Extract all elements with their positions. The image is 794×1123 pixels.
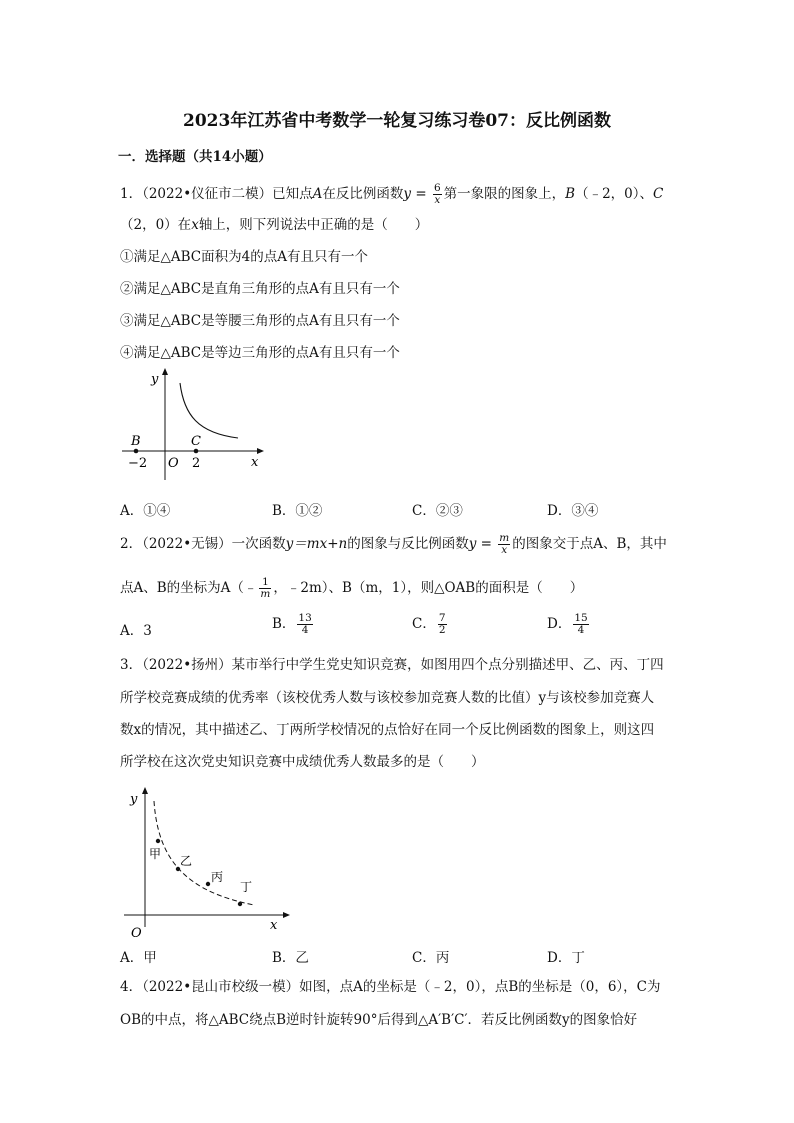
y-label: y xyxy=(130,792,138,807)
q3-line-2: 所学校竞赛成绩的优秀率（该校优秀人数与该校参加竞赛人数的比值）y与该校参加竞赛人 xyxy=(120,690,655,706)
q2-option-d-frac xyxy=(573,613,588,636)
point-bing xyxy=(206,882,210,886)
q2-f1-num: 1 xyxy=(259,577,271,589)
q3-option-a: A．甲 xyxy=(120,950,157,966)
q3-line-4: 所学校在这次党史知识竞赛中成绩优秀人数最多的是（ ） xyxy=(120,754,485,770)
q1-point-b: B xyxy=(565,186,576,202)
q2-fraction-2 xyxy=(259,577,271,600)
b-label: B xyxy=(131,434,141,449)
origin-label: O xyxy=(131,926,142,937)
tick-2: 2 xyxy=(192,456,201,471)
q2-optd-den: 4 xyxy=(577,624,585,636)
q1-option-d: D．③④ xyxy=(547,503,599,519)
q1-statement-1: ①满足△ABC面积为4的点A有且只有一个 xyxy=(120,249,368,265)
x-axis-arrow xyxy=(283,912,290,918)
dashed-hyperbola xyxy=(154,801,254,905)
q1-statement-4: ④满足△ABC是等边三角形的点A有且只有一个 xyxy=(120,345,400,361)
q1-option-a: A．①④ xyxy=(120,503,171,519)
q1-line-1 xyxy=(120,183,663,206)
q1-point-a: A xyxy=(312,186,323,202)
q2-optb-den: 4 xyxy=(301,624,309,636)
q2-optb-num: 13 xyxy=(298,612,312,624)
q2-line-2 xyxy=(120,577,583,600)
q1-frac-num: 6 xyxy=(433,182,441,194)
q2-option-b-frac xyxy=(297,613,312,636)
q2-text: 点A、B的坐标为A（﹣ xyxy=(120,580,258,596)
y-axis-arrow xyxy=(142,787,148,794)
q2-text: 2．（2022•无锡）一次函数 xyxy=(120,536,286,552)
q2-text: 的图象与反比例函数 xyxy=(347,536,469,552)
origin-label: O xyxy=(168,456,179,471)
q2-frac-den: x xyxy=(501,544,508,556)
label-bing: 丙 xyxy=(211,870,224,884)
q1-text: （﹣2，0）、 xyxy=(575,186,654,202)
section-heading: 一．选择题（共14小题） xyxy=(118,149,272,165)
q1-point-c: C xyxy=(653,186,664,202)
y-label: y xyxy=(151,372,159,387)
point-b-dot xyxy=(134,449,139,454)
c-label: C xyxy=(191,434,201,449)
q2-expr: y＝mx+n xyxy=(285,536,348,552)
q1-var-y: y xyxy=(403,186,412,202)
q1-frac-den: x xyxy=(434,194,441,206)
q3-option-d: D．丁 xyxy=(547,950,585,966)
q1-text: （2，0）在 xyxy=(120,217,192,233)
q2-frac-num: m xyxy=(499,532,510,544)
q1-fraction xyxy=(433,183,442,206)
label-yi: 乙 xyxy=(180,854,193,868)
point-c-dot xyxy=(194,449,199,454)
q2-option-d-label: D． xyxy=(547,616,572,632)
q2-optc-den: 2 xyxy=(438,624,446,636)
q3-line-1: 3．（2022•扬州）某市举行中学生党史知识竞赛，如图用四个点分别描述甲、乙、丙、丁四 xyxy=(120,657,664,673)
q2-option-c xyxy=(412,612,449,636)
q2-text: ，﹣2m）、B（m，1），则△OAB的面积是（ ） xyxy=(273,580,584,596)
q2-fraction xyxy=(498,533,510,556)
y-axis-arrow xyxy=(162,368,168,375)
q2-option-a: A．3 xyxy=(120,623,152,639)
q3-line-3: 数x的情况，其中描述乙、丁两所学校情况的点恰好在同一个反比例函数的图象上，则这四 xyxy=(120,722,655,738)
q2-var-y: y xyxy=(468,536,477,552)
label-ding: 丁 xyxy=(240,880,253,894)
q2-option-c-frac xyxy=(438,613,447,636)
point-jia xyxy=(156,839,160,843)
q2-option-c-label: C． xyxy=(412,616,436,632)
x-axis-arrow xyxy=(257,448,264,454)
q2-optd-num: 15 xyxy=(574,612,588,624)
q1-text: 在反比例函数 xyxy=(322,186,404,202)
q1-eq: = xyxy=(415,186,427,202)
q2-option-d xyxy=(547,612,591,636)
q3-graph xyxy=(118,777,293,937)
tick-neg2: −2 xyxy=(128,456,148,471)
q2-text: 的图象交于点A、B，其中 xyxy=(512,536,667,552)
q2-option-b-label: B． xyxy=(272,616,296,632)
q1-statement-3: ③满足△ABC是等腰三角形的点A有且只有一个 xyxy=(120,313,400,329)
x-label: x xyxy=(251,455,259,470)
q1-text: 1．（2022•仪征市二模）已知点 xyxy=(120,186,313,202)
q2-line-1 xyxy=(120,533,667,556)
q1-text: 轴上，则下列说法中正确的是（ ） xyxy=(198,217,429,233)
q3-option-b: B．乙 xyxy=(272,950,309,966)
q2-f1-den: m xyxy=(260,588,271,600)
q1-text: 第一象限的图象上， xyxy=(443,186,566,202)
hyperbola-curve xyxy=(180,383,238,438)
q4-line-1: 4．（2022•昆山市校级一模）如图，点A的坐标是（﹣2，0），点B的坐标是（0，6），C为 xyxy=(120,979,661,995)
q2-optc-num: 7 xyxy=(438,612,446,624)
point-ding xyxy=(238,902,242,906)
q3-option-c: C．丙 xyxy=(412,950,450,966)
q1-line-2 xyxy=(120,216,428,234)
q1-option-c: C．②③ xyxy=(412,503,463,519)
q1-var-x: x xyxy=(191,217,199,233)
page-title: 2023年江苏省中考数学一轮复习练习卷07：反比例函数 xyxy=(183,111,611,131)
q2-option-b xyxy=(272,612,315,636)
x-label: x xyxy=(270,918,278,933)
q4-line-2: OB的中点，将△ABC绕点B逆时针旋转90°后得到△A′B′C′．若反比例函数y的图象恰好 xyxy=(120,1012,638,1028)
q1-graph xyxy=(118,365,268,485)
label-jia: 甲 xyxy=(149,847,162,861)
q1-option-b: B．①② xyxy=(272,503,323,519)
q1-statement-2: ②满足△ABC是直角三角形的点A有且只有一个 xyxy=(120,281,400,297)
q2-eq: = xyxy=(480,536,492,552)
